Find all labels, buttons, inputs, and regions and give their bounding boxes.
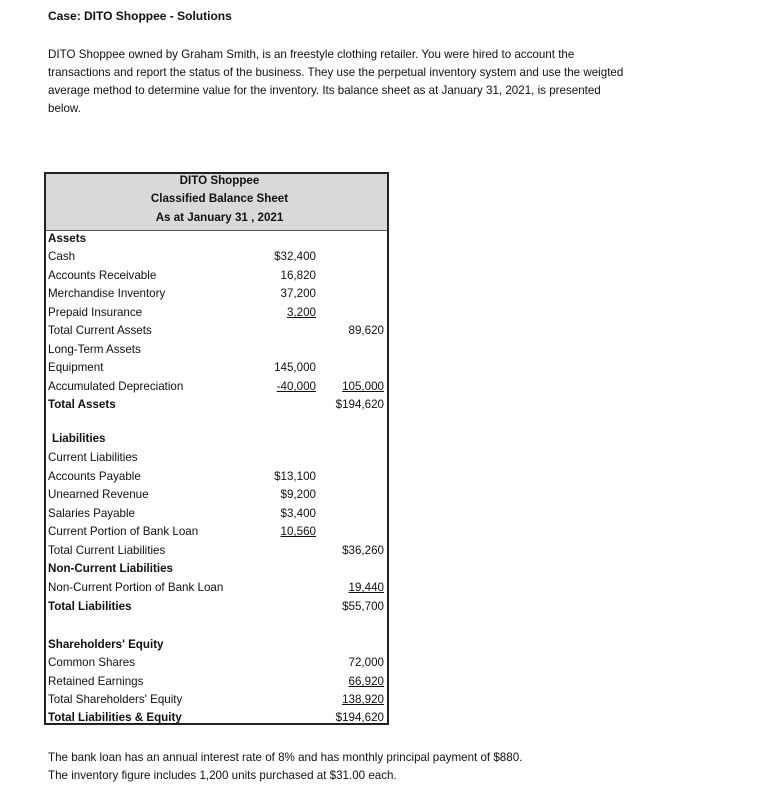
- balance-sheet-header: [46, 174, 387, 231]
- row-value: -40,000: [276, 380, 316, 393]
- row-value: 16,820: [280, 269, 316, 282]
- row-total: 105,000: [342, 380, 384, 393]
- row-value: $32,400: [274, 250, 316, 263]
- row-total: 66,920: [348, 675, 384, 688]
- row-label: Liabilities: [52, 432, 106, 445]
- table-row: [46, 523, 387, 541]
- row-label: Non-Current Portion of Bank Loan: [48, 581, 224, 594]
- row-label: Total Shareholders' Equity: [48, 693, 183, 706]
- table-row: [46, 579, 387, 597]
- table-row: [46, 322, 387, 340]
- row-value: 37,200: [280, 287, 316, 300]
- table-row: [46, 468, 387, 486]
- page-title: Case: DITO Shoppee - Solutions: [48, 9, 232, 23]
- row-value: $9,200: [280, 488, 316, 501]
- row-label: Current Liabilities: [48, 451, 138, 464]
- table-row: [46, 248, 387, 266]
- row-label: Long-Term Assets: [48, 343, 141, 356]
- row-total: 138,920: [342, 693, 384, 706]
- row-total: $36,260: [342, 544, 384, 557]
- table-row: [46, 486, 387, 504]
- row-total: $194,620: [335, 711, 384, 724]
- table-row: [46, 341, 387, 359]
- intro-line: average method to determine value for the inventory. Its balance sheet as at January 31, 2021, is presented: [48, 84, 601, 97]
- row-label: Total Current Liabilities: [48, 544, 166, 557]
- note-inventory: The inventory figure includes 1,200 units purchased at $31.00 each.: [48, 769, 397, 782]
- table-row: [46, 691, 387, 709]
- row-label: Salaries Payable: [48, 507, 136, 520]
- balance-sheet-table: [44, 172, 389, 725]
- row-label: Total Current Assets: [48, 324, 152, 337]
- table-row: [46, 230, 387, 248]
- table-row: [46, 359, 387, 377]
- table-row: [46, 673, 387, 691]
- table-row: [46, 449, 387, 467]
- row-value: 145,000: [274, 361, 316, 374]
- row-label: Merchandise Inventory: [48, 287, 166, 300]
- row-label: Assets: [48, 232, 87, 245]
- row-value: $3,400: [280, 507, 316, 520]
- row-total: $55,700: [342, 600, 384, 613]
- row-value: $13,100: [274, 470, 316, 483]
- row-value: 10,560: [280, 525, 316, 538]
- note-bank-loan: The bank loan has an annual interest rate of 8% and has monthly principal payment of $880.: [48, 751, 523, 764]
- row-label: Retained Earnings: [48, 675, 144, 688]
- row-value: 3,200: [286, 306, 316, 319]
- row-label: Accumulated Depreciation: [48, 380, 184, 393]
- row-label: Unearned Revenue: [48, 488, 149, 501]
- row-label: Shareholders' Equity: [48, 638, 164, 651]
- row-total: 89,620: [348, 324, 384, 337]
- row-label: Non-Current Liabilities: [48, 562, 173, 575]
- table-row: [46, 598, 387, 616]
- table-row: [46, 636, 387, 654]
- table-row: [46, 396, 387, 414]
- intro-line: DITO Shoppee owned by Graham Smith, is an freestyle clothing retailer. You were hired to account the: [48, 48, 575, 61]
- company-name: DITO Shoppee: [179, 174, 260, 187]
- row-total: 72,000: [348, 656, 384, 669]
- table-row: [46, 709, 387, 727]
- row-label: Prepaid Insurance: [48, 306, 143, 319]
- row-total: 19,440: [348, 581, 384, 594]
- table-row: [46, 378, 387, 396]
- intro-line: transactions and report the status of the business. They use the perpetual inventory system and use the weigted: [48, 66, 624, 79]
- intro-line: below.: [48, 102, 81, 115]
- row-label: Current Portion of Bank Loan: [48, 525, 199, 538]
- statement-date: As at January 31 , 2021: [155, 211, 284, 224]
- row-label: Total Liabilities & Equity: [48, 711, 182, 724]
- statement-title: Classified Balance Sheet: [150, 192, 289, 205]
- table-row: [46, 560, 387, 578]
- row-label: Accounts Receivable: [48, 269, 157, 282]
- intro-paragraph: [48, 46, 708, 118]
- row-label: Common Shares: [48, 656, 135, 669]
- row-label: Total Liabilities: [48, 600, 132, 613]
- row-label: Cash: [48, 250, 76, 263]
- row-label: Equipment: [48, 361, 104, 374]
- table-row: [46, 430, 387, 448]
- table-row: [46, 542, 387, 560]
- table-row: [46, 654, 387, 672]
- table-row: [46, 304, 387, 322]
- row-label: Accounts Payable: [48, 470, 141, 483]
- row-total: $194,620: [335, 398, 384, 411]
- table-row: [46, 505, 387, 523]
- table-row: [46, 267, 387, 285]
- row-label: Total Assets: [48, 398, 116, 411]
- table-row: [46, 285, 387, 303]
